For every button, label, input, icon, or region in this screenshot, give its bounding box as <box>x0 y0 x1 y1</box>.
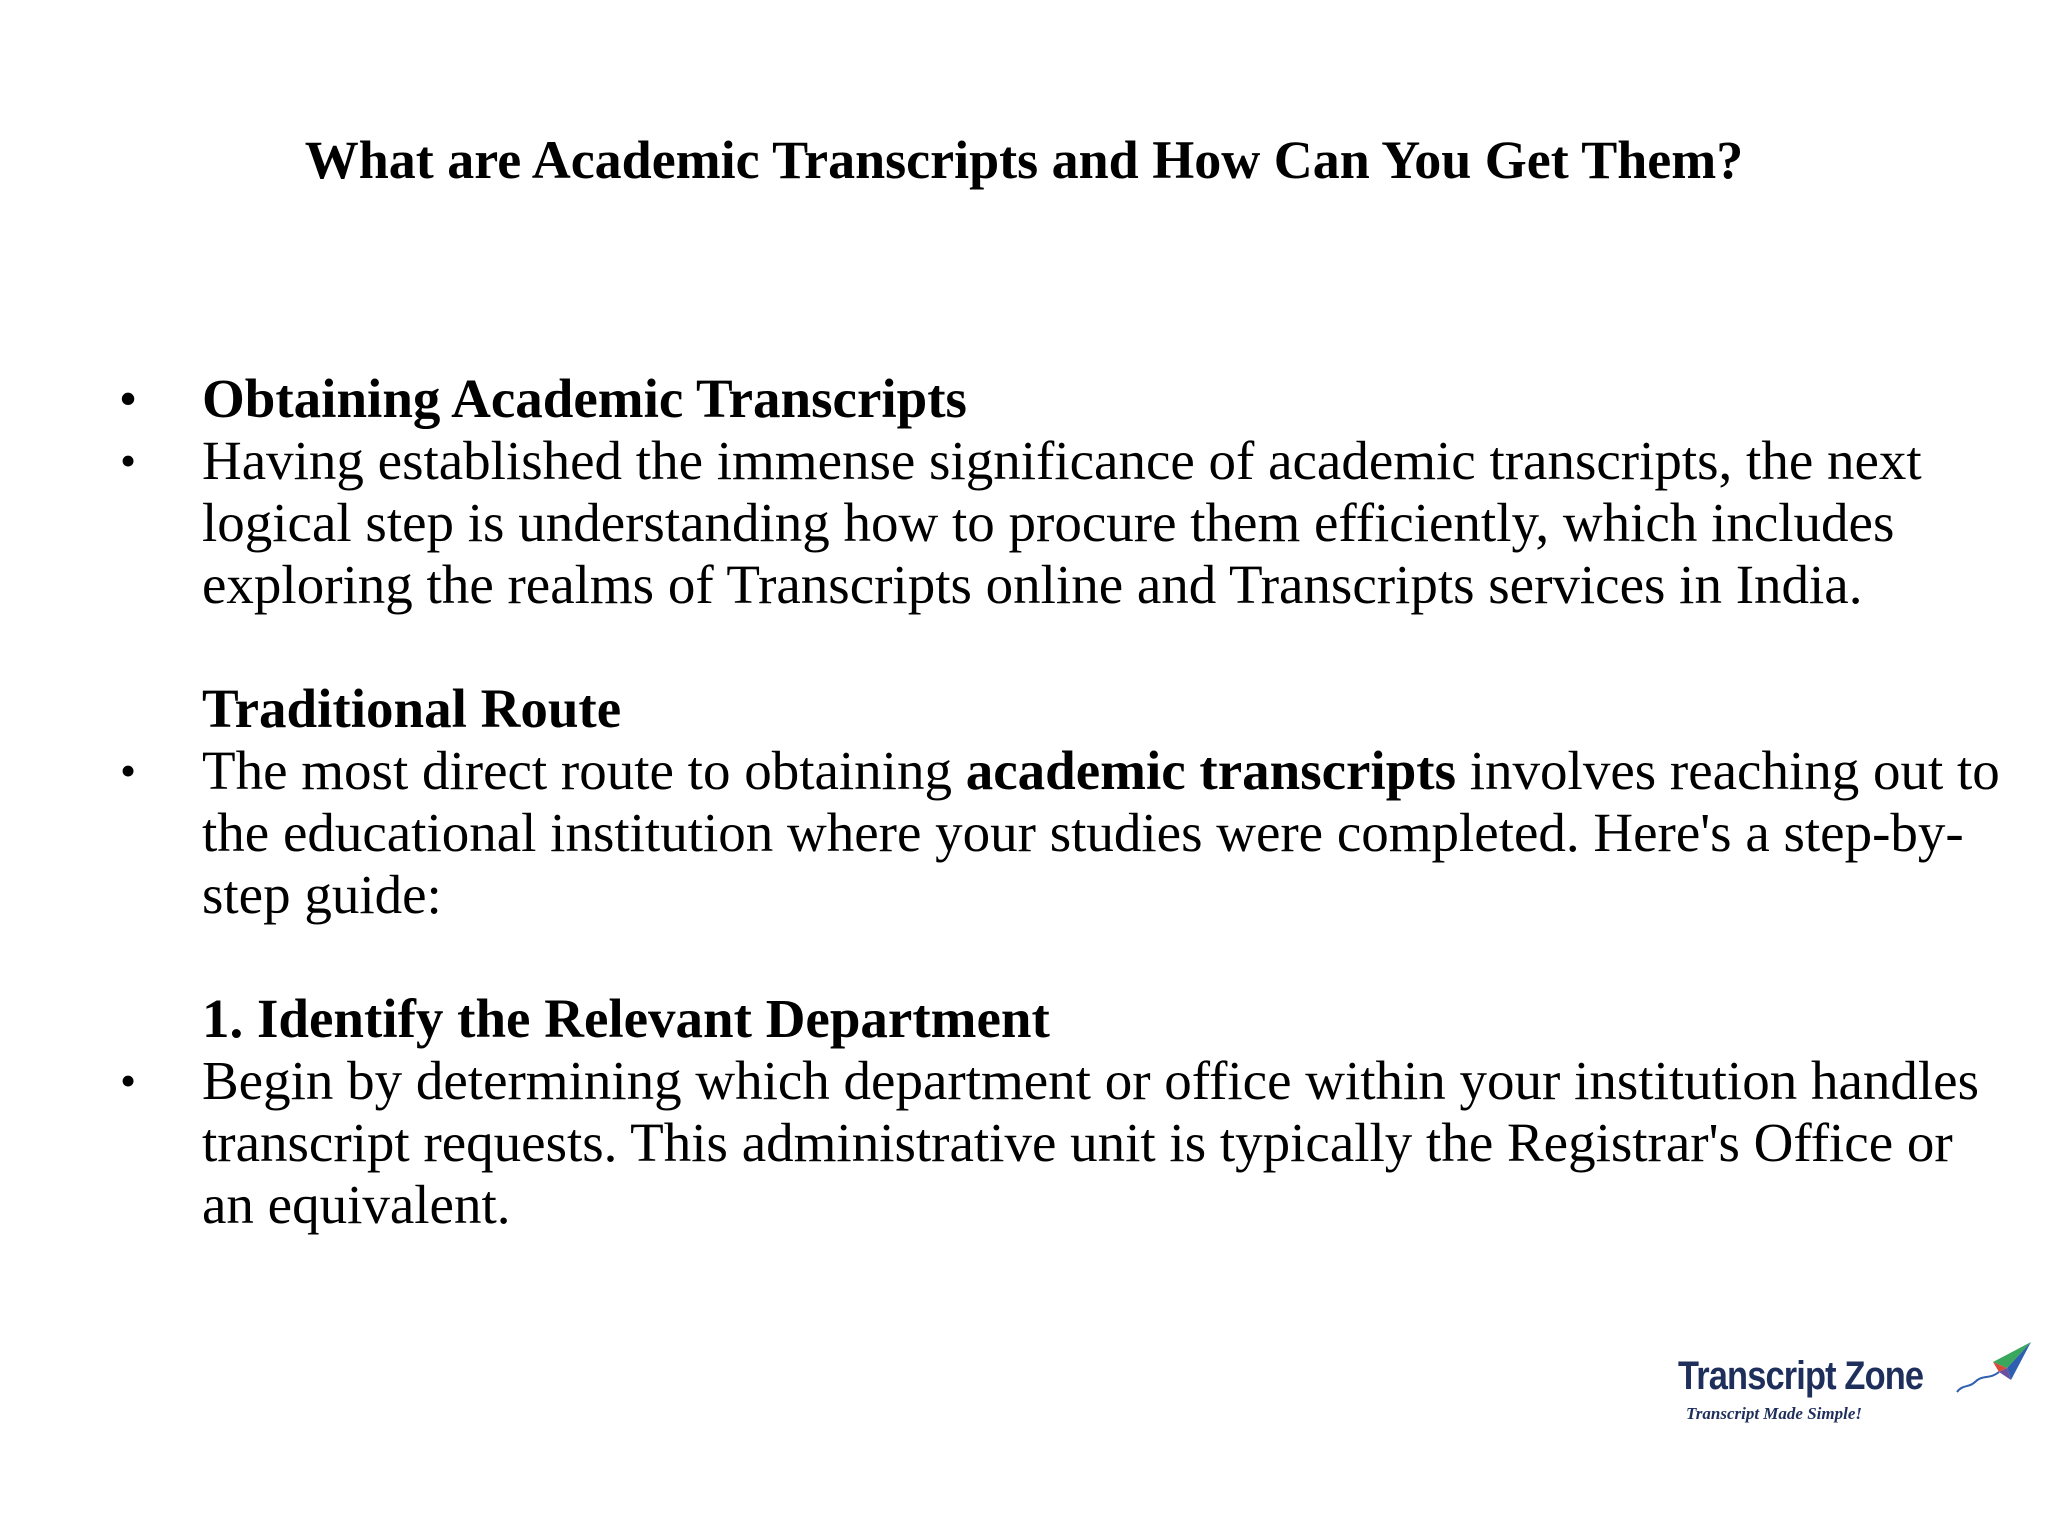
transcript-zone-logo <box>1678 1340 2038 1450</box>
step1-heading: 1. Identify the Relevant Department <box>202 988 1050 1049</box>
step1-text: Begin by determining which department or office within your institution handles transcript requests. This administrative unit is typically the Registrar's Office or an equivalent. <box>202 1050 1979 1235</box>
kite-icon <box>1953 1340 2033 1402</box>
bullet-marker: • <box>120 435 137 486</box>
bullet-traditional-text <box>120 740 2000 926</box>
slide-content <box>120 368 2000 1236</box>
bullet-marker: • <box>120 745 137 796</box>
bullet-marker: • <box>120 373 137 424</box>
logo-tagline: Transcript Made Simple! <box>1686 1404 1862 1423</box>
bullet-marker: • <box>120 1055 137 1106</box>
step1-heading-row <box>120 988 2000 1050</box>
bullet-obtaining-text <box>120 430 2000 616</box>
traditional-text-before: The most direct route to obtaining <box>202 740 966 801</box>
obtaining-heading: Obtaining Academic Transcripts <box>202 368 967 429</box>
traditional-text-after: involves reaching out to the educational institution where your studies were completed. Here's a step-by-step guide: <box>202 740 2000 925</box>
traditional-text-bold: academic transcripts <box>965 740 1457 801</box>
traditional-heading: Traditional Route <box>202 678 622 739</box>
slide-title: What are Academic Transcripts and How Can You Get Them? <box>304 130 1744 190</box>
obtaining-text: Having established the immense significance of academic transcripts, the next logical step is understanding how to procure them efficiently, which includes exploring the realms of Transcripts online and Transcripts services in India. <box>202 430 1922 615</box>
bullet-obtaining-heading <box>120 368 2000 430</box>
traditional-heading-row <box>120 678 2000 740</box>
bullet-step1-text <box>120 1050 2000 1236</box>
logo-name: Transcript Zone <box>1678 1354 1924 1398</box>
